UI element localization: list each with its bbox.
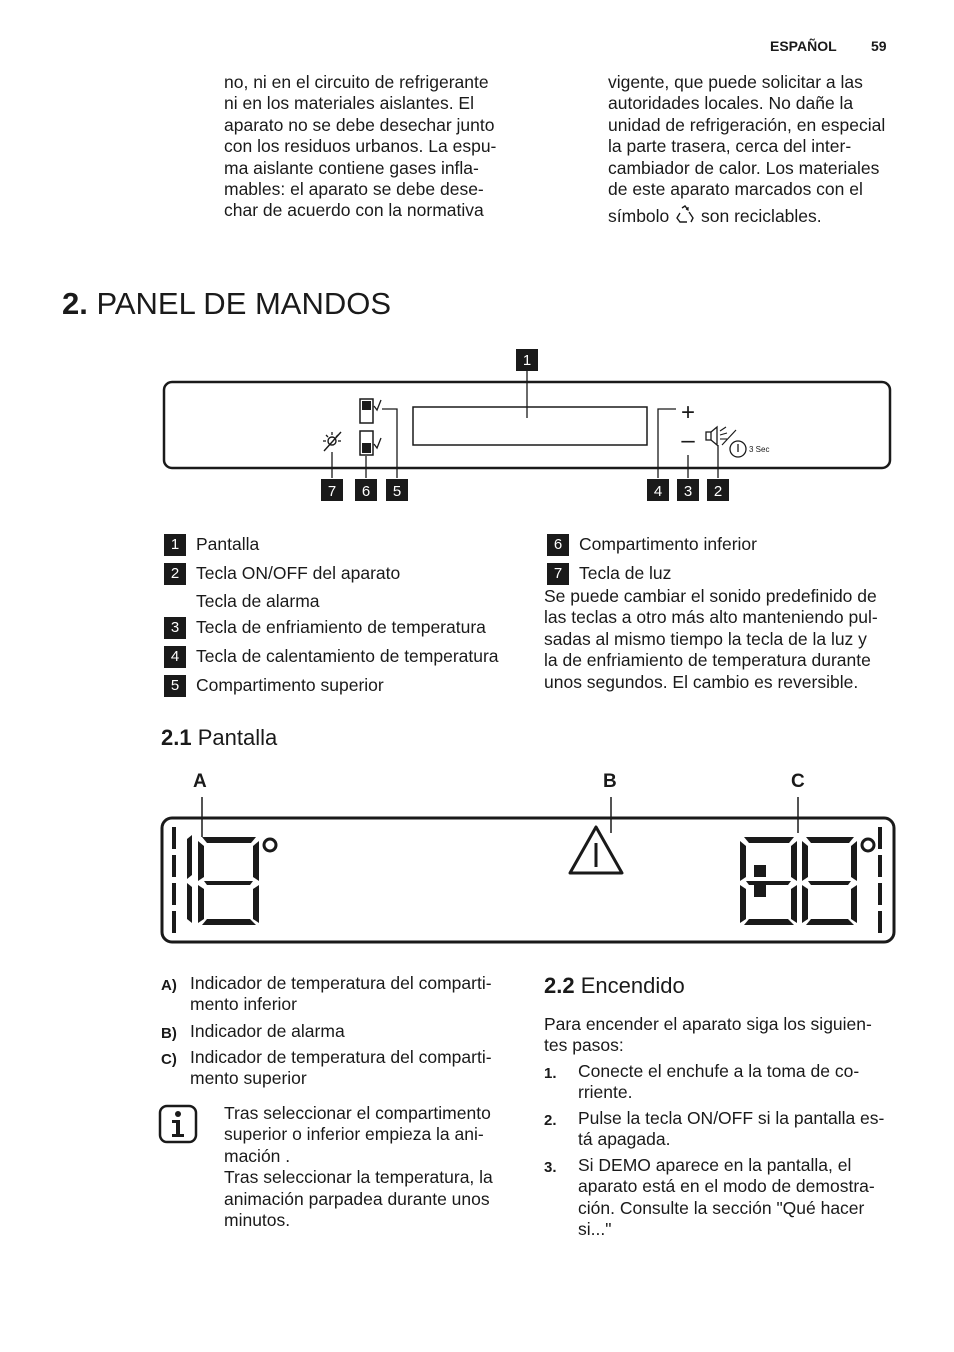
upper-compartment-icon — [360, 399, 381, 423]
text-line: unos segundos. El cambio es reversible. — [544, 671, 859, 692]
display-diagram — [158, 795, 898, 947]
text-line: las teclas a otro más alto manteniendo pul- — [544, 607, 878, 628]
legend-text: Tecla de enfriamiento de temperatura — [196, 617, 486, 637]
callout-4: 4 — [653, 483, 663, 500]
legend-text: Tecla ON/OFF del aparato — [196, 563, 401, 583]
text-line: mables: el aparato se debe dese- — [224, 179, 484, 200]
text-line: rriente. — [578, 1082, 633, 1103]
text-line: Indicador de alarma — [190, 1021, 345, 1041]
legend-number: 4 — [164, 646, 186, 668]
legend-number: 7 — [547, 563, 569, 585]
callout-1: 1 — [522, 352, 532, 369]
intro-right — [608, 72, 908, 228]
text-line: superior o inferior empieza la ani- — [224, 1124, 484, 1145]
legend-number: 1 — [164, 534, 186, 556]
text-line: tes pasos: — [544, 1035, 624, 1056]
text-line: mento inferior — [190, 994, 297, 1015]
header-section: ESPAÑOL — [770, 38, 837, 54]
list-value — [190, 1047, 510, 1090]
display-indicator-list — [161, 973, 521, 1093]
list-value — [190, 973, 510, 1016]
text-line: la parte trasera, cerca del inter- — [608, 136, 852, 157]
text-line: aparato no se debe desechar junto — [224, 114, 495, 135]
section-number: 2. — [62, 286, 88, 321]
list-key: A) — [161, 977, 177, 994]
alarm-mute-icon — [706, 427, 736, 445]
list-key: C) — [161, 1051, 177, 1068]
legend-number: 6 — [547, 534, 569, 556]
legend-text: Pantalla — [196, 534, 260, 554]
info-note — [224, 1103, 514, 1231]
plus-key: + — [680, 399, 696, 426]
text-line: Tras seleccionar el compartimento — [224, 1103, 491, 1123]
step-number: 2. — [544, 1112, 557, 1129]
callout-5: 5 — [392, 483, 402, 500]
text-line: ma aislante contiene gases infla- — [224, 157, 479, 178]
text-line: Tras seleccionar la temperatura, la — [224, 1167, 493, 1188]
text-line: Conecte el enchufe a la toma de co- — [578, 1061, 860, 1081]
three-sec-label: 3 Sec — [749, 445, 770, 454]
legend-text: Tecla de alarma — [196, 591, 320, 611]
text-line: autoridades locales. No dañe la — [608, 93, 854, 114]
lower-compartment-icon — [360, 431, 381, 455]
recycle-icon — [674, 204, 696, 226]
text-line: sadas al mismo tiempo la tecla de la luz y — [544, 628, 867, 649]
digit-one — [187, 835, 192, 923]
subsection-title: Pantalla — [197, 725, 278, 750]
text-line: vigente, que puede solicitar a las — [608, 72, 863, 92]
callout-3: 3 — [683, 483, 693, 500]
text-line: mación . — [224, 1145, 291, 1166]
text-line: mento superior — [190, 1068, 307, 1089]
section-title: PANEL DE MANDOS — [96, 286, 392, 321]
display-label-a: A — [193, 771, 207, 792]
subsection-number: 2.2 — [544, 973, 575, 998]
display-label-b: B — [603, 771, 617, 792]
minus-key: – — [681, 427, 695, 454]
control-panel-diagram — [150, 345, 910, 505]
subsection-title: Encendido — [580, 973, 685, 998]
right-level-bars — [878, 827, 882, 933]
text-line: cambiador de calor. Los materiales — [608, 157, 880, 178]
text-line: Indicador de temperatura del comparti- — [190, 973, 492, 993]
legend-number: 3 — [164, 617, 186, 639]
legend-number: 2 — [164, 563, 186, 585]
subsection-heading — [161, 725, 277, 751]
legend-note — [544, 586, 904, 693]
page-number: 59 — [871, 38, 887, 54]
sub22-intro — [544, 1014, 904, 1057]
info-icon — [158, 1104, 198, 1144]
text-line: de este aparato marcados con el — [608, 179, 863, 200]
light-off-icon — [323, 432, 341, 451]
callout-7: 7 — [327, 483, 337, 500]
digit-eight-right-1 — [740, 837, 797, 925]
text-line: aparato está en el modo de demostra- — [578, 1176, 875, 1197]
digit-eight-right-2 — [802, 837, 857, 925]
step-text — [578, 1108, 894, 1151]
text-line: minutos. — [224, 1210, 291, 1231]
text-line: Para encender el aparato siga los siguien- — [544, 1014, 872, 1034]
steps-list — [544, 1061, 904, 1251]
subsection-number: 2.1 — [161, 725, 192, 750]
text-line: la de enfriamiento de temperatura durante — [544, 650, 871, 671]
text-line: Pulse la tecla ON/OFF si la pantalla es- — [578, 1108, 885, 1128]
text-line: Si DEMO aparece en la pantalla, el — [578, 1155, 852, 1175]
subsection-heading — [544, 973, 685, 999]
legend-text: Compartimento inferior — [579, 534, 757, 554]
text-line: unidad de refrigeración, en especial — [608, 114, 886, 135]
step-number: 3. — [544, 1159, 557, 1176]
callout-2: 2 — [713, 483, 723, 500]
text-line: no, ni en el circuito de refrigerante — [224, 72, 489, 92]
text-line: Indicador de temperatura del comparti- — [190, 1047, 492, 1067]
degree-left — [264, 839, 276, 851]
alarm-warning-icon — [570, 827, 622, 873]
display-window — [413, 407, 647, 445]
left-level-bars — [172, 827, 176, 933]
text-line: con los residuos urbanos. La espu- — [224, 136, 497, 157]
text-line: si..." — [578, 1219, 612, 1240]
step-text — [578, 1061, 894, 1104]
degree-right — [862, 839, 874, 851]
text-line: animación parpadea durante unos — [224, 1188, 490, 1209]
list-value — [190, 1021, 510, 1042]
text-line: ni en los materiales aislantes. El — [224, 93, 474, 114]
display-label-c: C — [791, 771, 805, 792]
step-text — [578, 1155, 894, 1241]
power-icon — [730, 441, 746, 457]
text-line: Se puede cambiar el sonido predefinido de — [544, 586, 877, 606]
text-fragment: son reciclables. — [701, 206, 822, 227]
text-line: tá apagada. — [578, 1129, 671, 1150]
text-line — [608, 204, 908, 227]
list-key: B) — [161, 1025, 177, 1042]
legend-text: Tecla de calentamiento de temperatura — [196, 646, 499, 666]
intro-left — [224, 72, 524, 222]
digit-eight-left — [198, 837, 259, 925]
section-heading — [62, 286, 391, 322]
step-number: 1. — [544, 1065, 557, 1082]
legend-number: 5 — [164, 675, 186, 697]
legend-text: Tecla de luz — [579, 563, 672, 583]
legend-text: Compartimento superior — [196, 675, 384, 695]
text-line: char de acuerdo con la normativa — [224, 200, 484, 221]
text-line: ción. Consulte la sección "Qué hacer — [578, 1197, 865, 1218]
callout-6: 6 — [361, 483, 371, 500]
text-fragment: símbolo — [608, 206, 670, 227]
